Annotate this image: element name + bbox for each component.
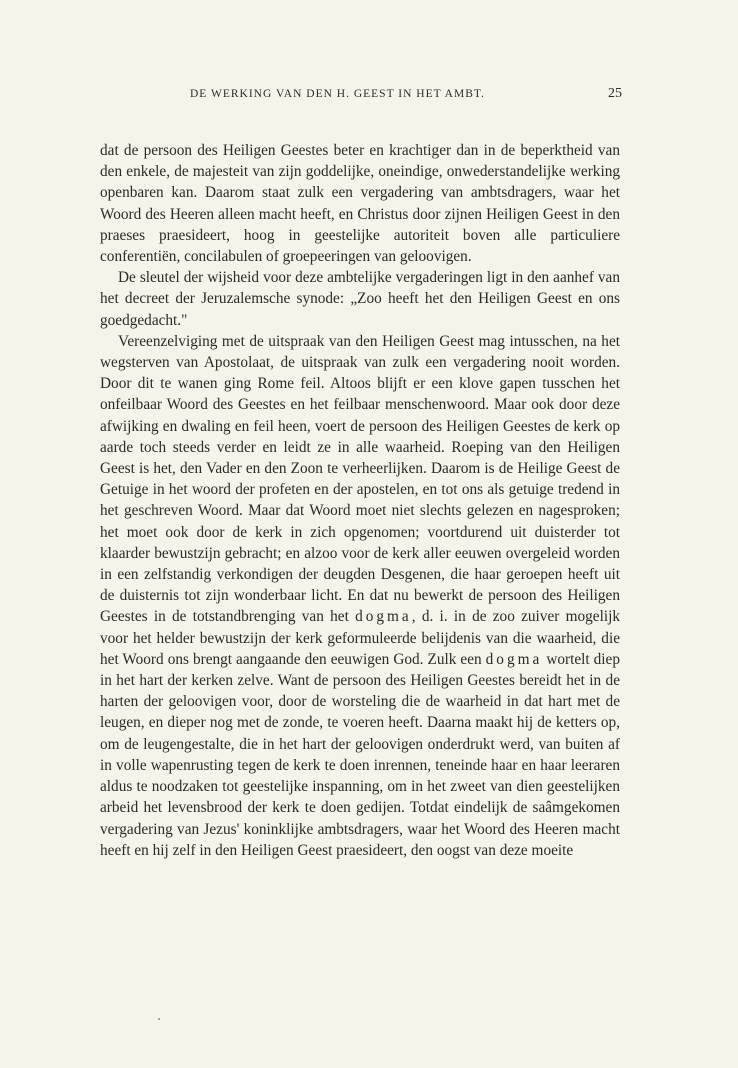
body-text	[100, 140, 620, 861]
paragraph: De sleutel der wijsheid voor deze ambtelijke vergaderingen ligt in den aanhef van het decreet der Jeruzalemsche synode: „Zoo heeft het den Heiligen Geest en ons goedgedacht."	[100, 269, 620, 329]
header-title: DE WERKING VAN DEN H. GEEST IN HET AMBT.	[190, 88, 485, 100]
paragraph-text: Vereenzelviging met de uitspraak van den Heiligen Geest mag intusschen, na het wegsterven van Apostolaat, de uitspraak van zulk een vergadering nooit worden. Door dit te wanen ging Rome feil. Altoos blijft er een klove gapen tusschen het onfeilbaar Woord des Geestes en het feilbaar menschenwoord. Maar ook door deze afwijking en dwaling en feil heen, voert de persoon des Heiligen Geestes de kerk op aarde toch steeds verder en leidt ze in alle waarheid. Roeping van den Heiligen Geest is het, den Vader en den Zoon te verheerlijken. Daarom is de Heilige Geest de Getuige in het woord der profeten en der apostelen, en tot ons als getuige tredend in het geschreven Woord. Maar dat Woord moet niet slechts gelezen en nagesproken; het moet ook door de kerk in zich opgenomen; voortdurend uit duisterder tot klaarder bewustzijn gebracht; en alzoo voor de kerk aller eeuwen overgeleid worden in een zelfstandig verkondigen der deugden Desgenen, die haar geroepen heeft uit de duisternis tot zijn wonderbaar licht. En dat nu bewerkt de persoon des Heiligen Geestes in de totstandbrenging van het	[100, 332, 620, 626]
page-speck	[158, 1018, 160, 1020]
emphasized-term: dogma	[355, 608, 412, 626]
paragraph-text: wortelt diep in het hart der kerken zelve. Want de persoon des Heiligen Geestes bereidt het in de harten der geloovigen voor, door de worsteling die de waarheid in dat hart met de leugen, en dieper nog met de zonde, te voeren heeft. Daarna maakt hij de ketters op, om de leugengestalte, die in het hart der geloovigen onderdrukt werd, van buiten af in volle wapenrusting tegen de kerk te doen inrennen, teneinde haar en haar leeraren aldus te noodzaken tot geestelijke inspanning, om in het zweet van dien geestelijken arbeid het levensbrood der kerk te doen gedijen. Totdat eindelijk de saâmgekomen vergadering van Jezus' koninklijke ambtsdragers, waar het Woord des Heeren macht heeft en hij zelf in den Heiligen Geest praesideert, den oogst van deze moeite	[100, 650, 620, 859]
paragraph: dat de persoon des Heiligen Geestes beter en krachtiger dan in de beperktheid van den enkele, de majesteit van zijn goddelijke, oneindige, onwederstandelijke werking openbaren kan. Daarom staat zulk een vergadering van ambtsdragers, waar het Woord des Heeren alleen macht heeft, en Christus door zijnen Heiligen Geest in den praeses praesideert, hoog in geestelijke autoriteit boven alle particuliere conferentiën, concilabulen of groepeeringen van geloovigen.	[100, 142, 620, 266]
paragraph	[100, 331, 620, 861]
page-number: 25	[608, 86, 622, 101]
paragraph-text: , d. i. in de zoo zuiver mogelijk voor het helder bewustzijn der kerk geformuleerde belijdenis van die waarheid, die het Woord ons brengt aangaande den eeuwigen God. Zulk een	[100, 608, 620, 668]
emphasized-term: dogma	[485, 650, 543, 668]
